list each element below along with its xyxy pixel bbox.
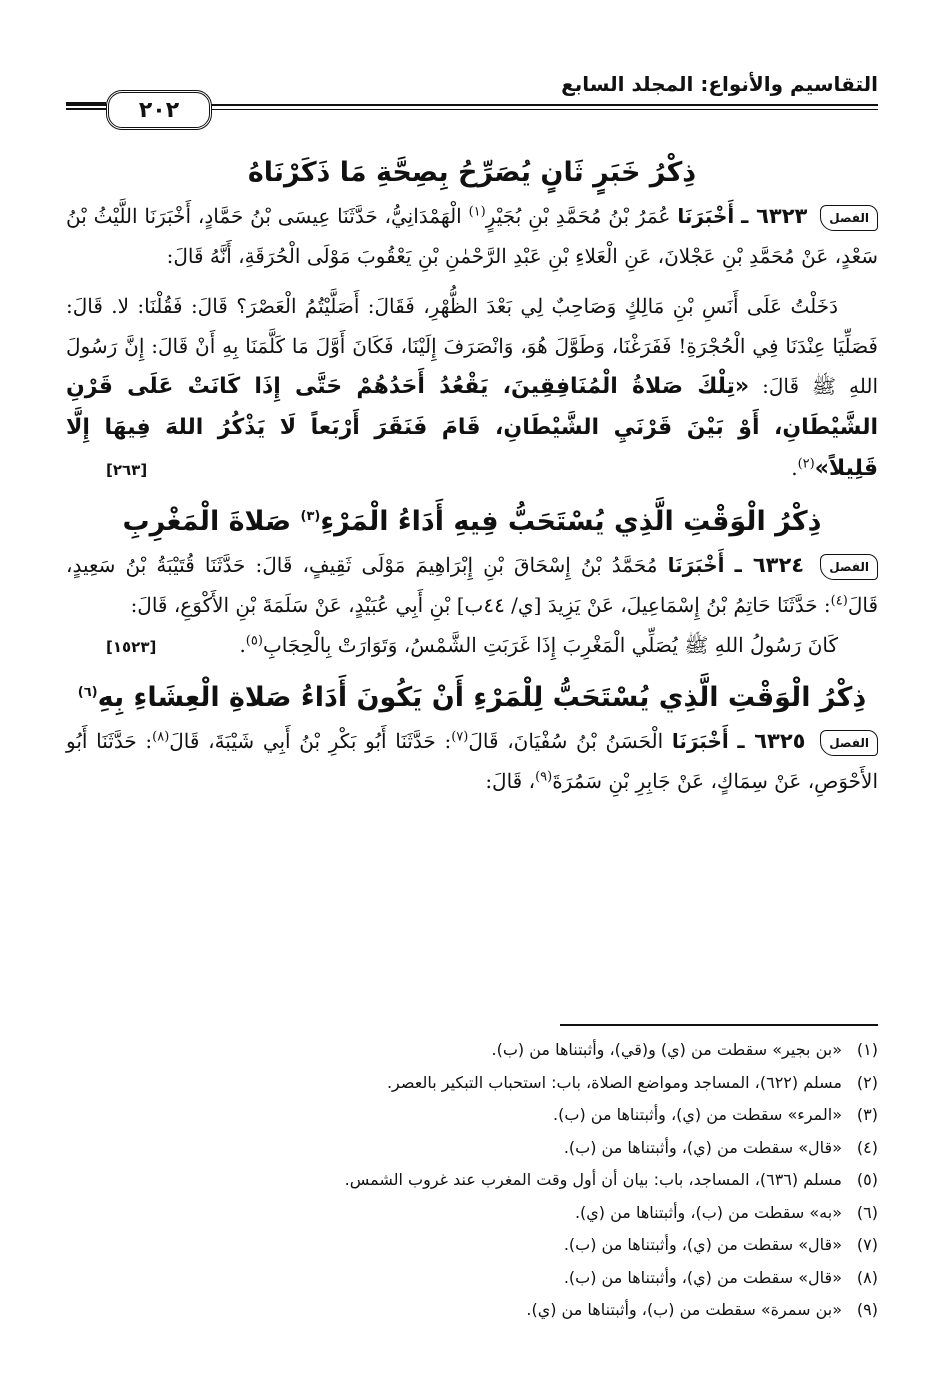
matn-text: كَانَ رَسُولُ اللهِ ﷺ يُصَلِّي الْمَغْرِبَ إِذَا غَرَبَتِ الشَّمْسُ، وَتَوَارَتْ بِالْحِجَابِ	[262, 633, 838, 657]
footnote-number: (٦)	[856, 1202, 878, 1222]
hadith-number: ٦٣٢٣ ـ	[741, 204, 808, 228]
hadith-number: ٦٣٢٤ ـ	[734, 553, 805, 577]
cross-reference: [١٥٢٣]	[106, 638, 157, 656]
footnote-2	[66, 1067, 878, 1100]
footnote-number: (٥)	[856, 1170, 878, 1189]
footnote-text: «بن سمرة» سقطت من (ب)، وأثبتناها من (ي).	[526, 1300, 842, 1319]
footnote-number: (٧)	[856, 1235, 878, 1254]
hadith-matn-6323	[66, 286, 878, 489]
footnote-marker: (٦)	[77, 685, 98, 700]
footnote-text: «قال» سقطت من (ي)، وأثبتناها من (ب).	[563, 1267, 842, 1287]
end-mark: .	[239, 633, 246, 657]
page-number-text: ٢٠٢	[138, 97, 180, 123]
footnote-8	[66, 1262, 878, 1295]
page-number	[106, 90, 212, 130]
footnote-9	[66, 1294, 878, 1327]
hadith-matn-6324	[66, 625, 878, 665]
prophetic-quote: «تِلْكَ صَلاةُ الْمُنَافِقِينَ، يَقْعُدُ أَحَدُهُمْ حَتَّى إِذَا كَانَتْ عَلَى قَرْنِ الشَّيْطَانِ، أَوْ بَيْنَ قَرْنَيِ الشَّيْطَانِ، قَامَ فَنَقَرَ أَرْبَعاً لَا يَذْكُرُ اللهَ فِيهَا إِلَّا قَلِيلاً»	[66, 374, 878, 481]
footnote-5	[66, 1164, 878, 1197]
footnote-number: (٨)	[856, 1267, 878, 1287]
running-title: التقاسيم والأنواع: المجلد السابع	[561, 72, 878, 96]
isnad-text: عُمَرُ بْنُ مُحَمَّدِ بْنِ بُجَيْرٍ	[485, 204, 671, 228]
hadith-isnad-6325	[66, 721, 878, 801]
isnad-text: مُحَمَّدُ بْنُ إِسْحَاقَ بْنِ إِبْرَاهِيمَ مَوْلَى ثَقِيفٍ، قَالَ: حَدَّثَنَا قُتَيْبَةُ بْنُ سَعِيدٍ، قَالَ	[66, 553, 878, 617]
section-title-text: ذِكْرُ الْوَقْتِ الَّذِي يُسْتَحَبُّ لِلْمَرْءِ أَنْ يَكُونَ أَدَاءُ صَلاةِ الْعِشَاءِ بِهِ	[97, 682, 867, 713]
footnote-marker: (٤)	[830, 593, 848, 609]
footnote-text: «قال» سقطت من (ي)، وأثبتناها من (ب).	[563, 1137, 842, 1157]
hadith-isnad-6323	[66, 196, 878, 276]
cross-reference: [٢٦٣]	[106, 461, 148, 479]
footnote-number: (١)	[856, 1040, 878, 1059]
footnote-text: «به» سقطت من (ب)، وأثبتناها من (ي).	[574, 1202, 842, 1222]
footnote-text: «قال» سقطت من (ي)، وأثبتناها من (ب).	[563, 1235, 842, 1254]
fasl-label: الفصل	[820, 554, 878, 580]
hadith-number: ٦٣٢٥ ـ	[737, 729, 806, 753]
hadith-isnad-6324	[66, 545, 878, 625]
footnote-separator	[560, 1024, 878, 1026]
isnad-text: الْهَمْدَانِيُّ، حَدَّثَنَا عِيسَى بْنُ حَمَّادٍ، أَخْبَرَنَا اللَّيْثُ بْنُ سَعْدٍ، عَنْ مُحَمَّدِ بْنِ عَجْلانَ، عَنِ الْعَلاءِ بْنِ عَبْدِ الرَّحْمٰنِ بْنِ يَعْقُوبَ مَوْلَى الْحُرَقَةِ، أَنَّهُ قَالَ:	[66, 204, 878, 268]
isnad-text: : حَدَّثَنَا أَبُو الأَحْوَصِ، عَنْ سِمَاكٍ، عَنْ جَابِرِ بْنِ سَمُرَةَ	[66, 729, 878, 793]
section-title-text: صَلاةَ الْمَغْرِبِ	[122, 506, 292, 537]
footnote-1	[66, 1034, 878, 1067]
isnad-text: ، قَالَ:	[485, 769, 536, 793]
isnad-text: الْحَسَنُ بْنُ سُفْيَانَ، قَالَ	[468, 729, 664, 753]
footnote-number: (٤)	[856, 1137, 878, 1157]
section-title-text: ذِكْرُ الْوَقْتِ الَّذِي يُسْتَحَبُّ فِيهِ أَدَاءُ الْمَرْءِ	[320, 506, 822, 537]
akhbarana-word: أَخْبَرَنَا	[667, 553, 725, 577]
akhbarana-word: أَخْبَرَنَا	[671, 729, 729, 753]
footnote-number: (٣)	[856, 1105, 878, 1124]
footnote-7	[66, 1229, 878, 1262]
footnote-marker: (١)	[468, 204, 486, 220]
footnote-marker: (٧)	[451, 729, 469, 745]
page-header	[66, 72, 878, 122]
end-mark: .	[791, 456, 798, 480]
isnad-text: : حَدَّثَنَا حَاتِمُ بْنُ إِسْمَاعِيلَ، عَنْ يَزِيدَ [ي/ ٤٤ب] بْنِ أَبِي عُبَيْدٍ، عَنْ سَلَمَةَ بْنِ الأَكْوَعِ، قَالَ:	[130, 593, 831, 617]
footnote-marker: (٥)	[245, 633, 263, 649]
footnote-text: «المرء» سقطت من (ي)، وأثبتناها من (ب).	[553, 1105, 842, 1124]
footnote-text: مسلم (٦٢٢)، المساجد ومواضع الصلاة، باب: استحباب التبكير بالعصر.	[386, 1072, 842, 1092]
isnad-text: : حَدَّثَنَا أَبُو بَكْرِ بْنُ أَبِي شَيْبَةَ، قَالَ	[169, 729, 452, 753]
section-title-1: ذِكْرُ خَبَرٍ ثَانٍ يُصَرِّحُ بِصِحَّةِ مَا ذَكَرْنَاهُ	[247, 157, 697, 188]
fasl-label: الفصل	[820, 730, 878, 756]
section-title-2	[66, 499, 878, 545]
footnotes	[66, 1034, 878, 1327]
page-number-ornament	[66, 102, 106, 104]
footnote-marker: (٢)	[797, 456, 815, 472]
footnote-number: (٢)	[856, 1072, 878, 1092]
footnote-number: (٩)	[856, 1300, 878, 1319]
footnote-3	[66, 1099, 878, 1132]
footnote-marker: (٩)	[535, 769, 553, 785]
footnote-marker: (٣)	[300, 509, 321, 524]
footnote-text: «بن بجير» سقطت من (ي) و(قي)، وأثبتناها من (ب).	[491, 1040, 842, 1059]
fasl-label: الفصل	[820, 205, 878, 231]
matn-text: دَخَلْتُ عَلَى أَنَسِ بْنِ مَالِكٍ وَصَاحِبٌ لِي بَعْدَ الظُّهْرِ، فَقَالَ: أَصَلَّيْتُمُ الْعَصْرَ؟ قَالَ: فَقُلْنَا: لا. قَالَ: فَصَلِّيَا عِنْدَنَا فِي الْحُجْرَةِ! فَفَرَغْنَا، وَطَوَّلَ هُوَ، وَانْصَرَفَ إِلَيْنَا، فَكَانَ أَوَّلَ مَا كَلَّمَنَا بِهِ أَنْ قَالَ: إِنَّ رَسُولَ اللهِ ﷺ قَالَ:	[66, 294, 879, 398]
akhbarana-word: أَخْبَرَنَا	[677, 204, 735, 228]
footnote-4	[66, 1132, 878, 1165]
footnote-marker: (٨)	[152, 729, 170, 745]
section-title-3	[66, 675, 878, 721]
footnote-6	[66, 1197, 878, 1230]
footnote-text: مسلم (٦٣٦)، المساجد، باب: بيان أن أول وقت المغرب عند غروب الشمس.	[344, 1170, 842, 1189]
main-content	[66, 150, 878, 801]
